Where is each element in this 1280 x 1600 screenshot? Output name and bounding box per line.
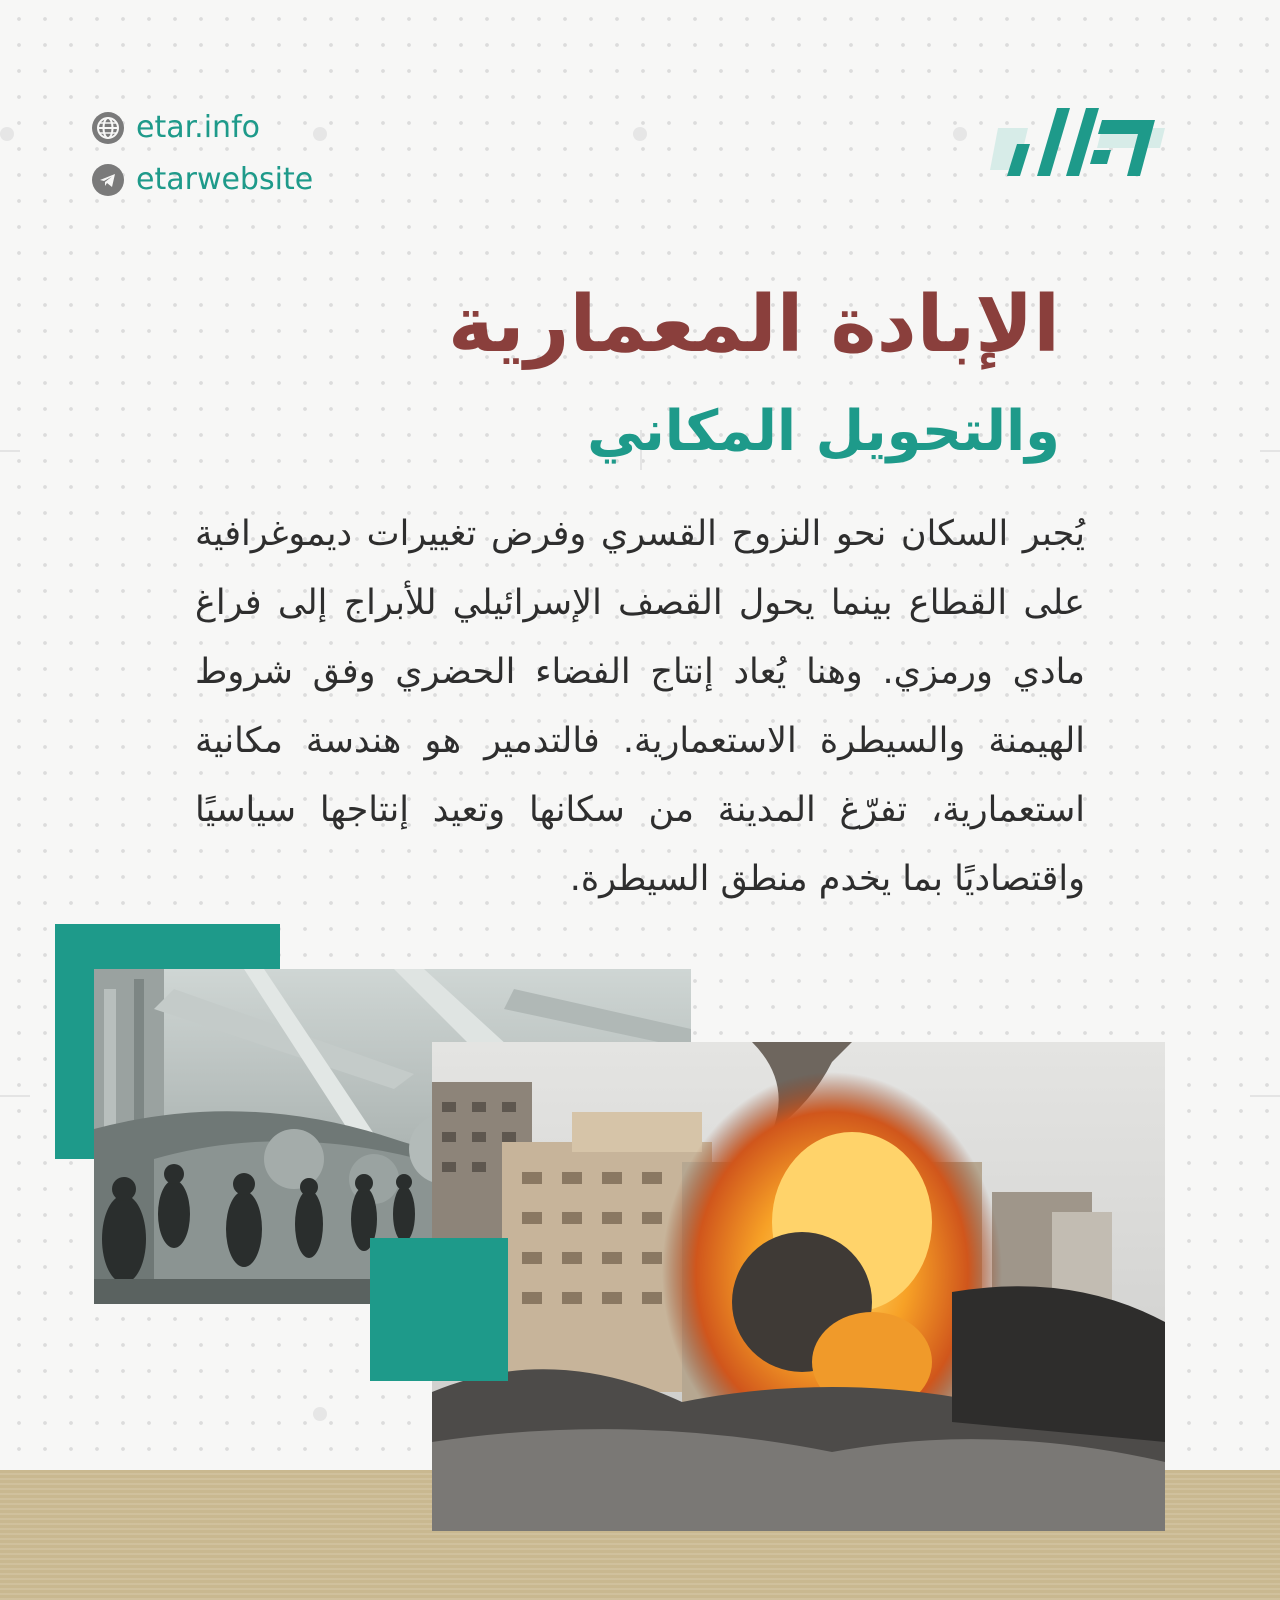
- website-contact[interactable]: [92, 110, 260, 145]
- page-subtitle: والتحويل المكاني: [587, 399, 1060, 464]
- grid-line: [1260, 450, 1280, 452]
- decor-dot: [313, 127, 327, 141]
- grid-line: [0, 1095, 30, 1097]
- grid-line: [0, 450, 20, 452]
- teal-block: [370, 1238, 508, 1381]
- globe-icon: [92, 112, 124, 144]
- website-link[interactable]: etar.info: [136, 110, 260, 145]
- decor-dot: [953, 127, 967, 141]
- etar-logo-icon: [990, 100, 1165, 180]
- telegram-icon: [92, 164, 124, 196]
- building-explosion-photo: [432, 1042, 1165, 1531]
- decor-dot: [313, 1407, 327, 1421]
- telegram-contact[interactable]: [92, 162, 313, 197]
- body-paragraph: يُجبر السكان نحو النزوح القسري وفرض تغييرات ديموغرافية على القطاع بينما يحول القصف الإسرائيلي للأبراج إلى فراغ مادي ورمزي. وهنا يُعاد إنتاج الفضاء الحضري وفق شروط الهيمنة والسيطرة الاستعمارية. فالتدمير هو هندسة مكانية استعمارية، تفرّغ المدينة من سكانها وتعيد إنتاجها سياسيًا واقتصاديًا بما يخدم منطق السيطرة.: [195, 514, 1085, 899]
- telegram-handle[interactable]: etarwebsite: [136, 162, 314, 197]
- page-title: الإبادة المعمارية: [447, 280, 1060, 370]
- decor-dot: [0, 127, 14, 141]
- decor-dot: [633, 127, 647, 141]
- grid-line: [1250, 1095, 1280, 1097]
